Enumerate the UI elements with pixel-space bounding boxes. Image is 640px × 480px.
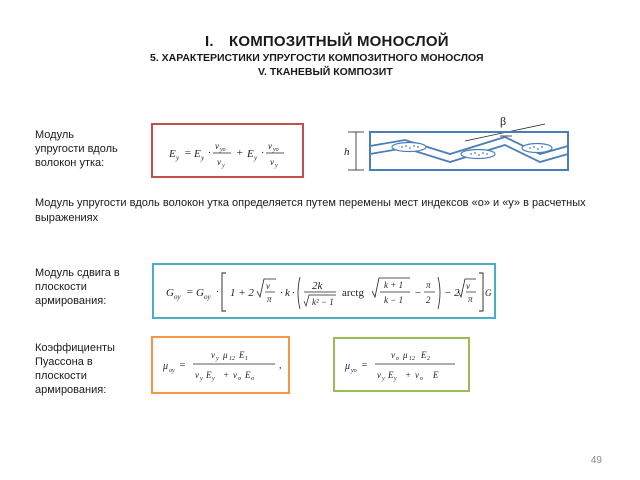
svg-text:oy: oy [174,293,181,301]
section-title [205,33,449,50]
index-swap-note: Модуль упругости вдоль волокон утка определяется путем перемены мест индексов «о» и «у» в расчетных выражениях [35,197,586,224]
svg-text:E: E [239,350,245,360]
svg-text:oy: oy [204,293,211,301]
shear-modulus-formula-box [152,263,496,319]
svg-text:·: · [261,147,264,159]
svg-text:ν: ν [233,370,237,380]
svg-text:=: = [361,360,368,371]
svg-text:=: = [179,360,186,371]
svg-text:=: = [186,286,194,298]
svg-text:oy: oy [169,368,175,374]
svg-text:y: y [212,376,215,382]
svg-text:y: y [200,376,203,382]
svg-text:ν: ν [215,141,219,151]
svg-text:ν: ν [195,370,199,380]
svg-text:k² − 1: k² − 1 [312,297,334,307]
section-title-text: КОМПОЗИТНЫЙ МОНОСЛОЙ [229,33,449,50]
svg-text:y: y [201,154,205,162]
svg-text:μ: μ [223,350,228,360]
svg-text:− 2: − 2 [444,287,460,299]
poisson-formula-2 [335,339,468,390]
svg-text:E: E [206,370,212,380]
svg-text:−: − [414,287,422,299]
beta-label: β [500,114,507,128]
svg-text:y: y [176,154,180,162]
svg-text:y: y [382,376,385,382]
svg-text:arctg: arctg [342,287,364,299]
poisson-formula-1 [153,338,288,392]
svg-text:E: E [421,350,427,360]
svg-text:ν: ν [377,370,381,380]
svg-text:E: E [433,370,439,380]
svg-text:o: o [238,376,241,382]
height-label: h [344,146,350,158]
svg-text:+: + [223,370,230,380]
shear-modulus-label: Модуль сдвига в плоскости армирования: [35,267,120,307]
woven-composite-diagram [340,110,580,182]
svg-text:,: , [279,360,282,371]
svg-text:π: π [267,294,272,304]
svg-text:E: E [388,370,394,380]
svg-text:+: + [405,370,412,380]
svg-text:yo: yo [273,147,279,153]
svg-text:y: y [394,376,397,382]
poisson-label: Коэффициенты Пуассона в плоскости армирования: [35,342,115,396]
svg-text:2k: 2k [312,280,323,292]
subsubsection-title: V. ТКАНЕВЫЙ КОМПОЗИТ [258,66,393,78]
svg-text:μ: μ [163,361,169,372]
svg-text:π: π [468,294,473,304]
svg-text:y: y [254,154,258,162]
svg-text:·: · [208,147,211,159]
svg-text:·: · [216,286,219,298]
svg-text:E: E [245,370,251,380]
page-number: 49 [590,455,602,466]
svg-text:E: E [169,148,176,160]
svg-text:k: k [285,287,290,299]
modulus-weft-label: Модуль упругости вдоль волокон утка: [35,129,118,169]
weft-modulus-formula [153,125,302,176]
svg-text:ν: ν [268,141,272,151]
svg-text:+: + [236,147,244,159]
svg-text:μ: μ [345,361,351,372]
poisson-formula-box-2 [333,337,470,392]
svg-text:k + 1: k + 1 [384,280,404,290]
svg-text:μ: μ [403,350,408,360]
svg-text:ν: ν [217,157,221,167]
svg-text:ν: ν [415,370,419,380]
weft-modulus-formula-box [151,123,304,178]
svg-text:k − 1: k − 1 [384,295,404,305]
svg-text:G: G [196,287,204,299]
svg-text:ν: ν [466,281,470,291]
svg-text:ν: ν [270,157,274,167]
poisson-formula-box-1 [151,336,290,394]
svg-text:·: · [292,287,295,299]
shear-modulus-formula [154,265,494,317]
svg-text:2: 2 [426,295,431,305]
svg-text:=: = [184,147,192,159]
svg-text:o: o [251,376,254,382]
svg-text:G: G [485,288,492,298]
svg-text:yo: yo [220,147,226,153]
svg-text:y: y [222,163,225,169]
svg-text:E: E [247,148,254,160]
svg-text:1: 1 [245,356,248,362]
svg-text:o: o [420,376,423,382]
svg-text:·: · [280,287,283,299]
svg-text:π: π [426,280,431,290]
svg-text:yo: yo [351,368,357,374]
section-number: I. [205,33,214,50]
svg-text:ν: ν [391,350,395,360]
svg-text:o: o [396,356,399,362]
svg-text:12: 12 [409,356,415,362]
svg-text:G: G [166,287,174,299]
svg-text:12: 12 [229,356,235,362]
svg-text:y: y [216,356,219,362]
svg-text:2: 2 [427,356,430,362]
subsection-title: 5. ХАРАКТЕРИСТИКИ УПРУГОСТИ КОМПОЗИТНОГО МОНОСЛОЯ [150,52,484,64]
svg-text:ν: ν [211,350,215,360]
svg-text:ν: ν [266,281,270,291]
svg-text:y: y [275,163,278,169]
svg-text:E: E [194,148,201,160]
svg-text:1 + 2: 1 + 2 [230,287,254,299]
